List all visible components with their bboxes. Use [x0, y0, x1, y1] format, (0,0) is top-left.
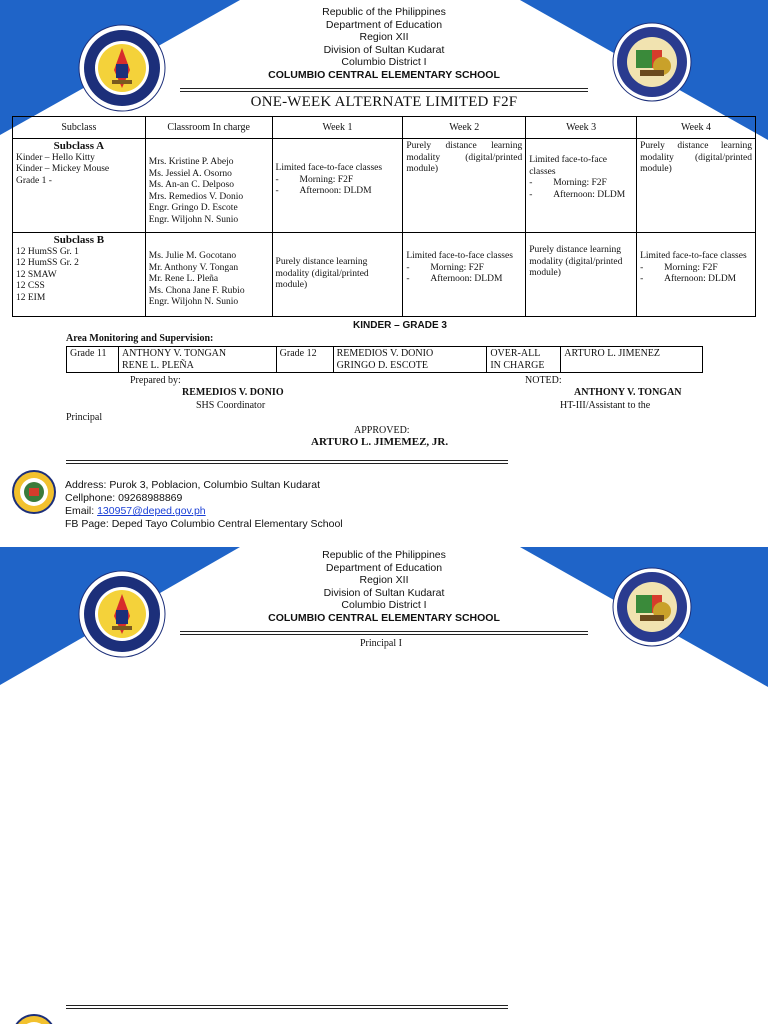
week-text: Limited face-to-face classes	[640, 251, 747, 261]
week-text: Purely distance learning modality (digital/printed module)	[275, 257, 369, 290]
teachers-cell	[145, 139, 272, 233]
page2-school-name: COLUMBIO CENTRAL ELEMENTARY SCHOOL	[268, 612, 500, 624]
grade-names	[118, 347, 276, 373]
table-header-row	[13, 117, 756, 139]
week-text: Limited face-to-face classes	[529, 155, 607, 177]
school-logo-icon	[12, 1014, 56, 1024]
document-title: ONE-WEEK ALTERNATE LIMITED F2F	[250, 94, 518, 110]
week-item: - Morning: F2F	[529, 178, 633, 190]
teachers-cell	[145, 233, 272, 317]
header-line: Columbio District I	[341, 56, 427, 69]
col-header: Week 3	[526, 117, 637, 139]
table-row	[13, 139, 756, 233]
teacher-name: Ms. Chona Jane F. Rubio	[148, 285, 245, 296]
overall-label-line: IN CHARGE	[490, 359, 545, 371]
teacher-name: Mr. Rene L. Pleña	[148, 274, 219, 284]
grade-names	[333, 347, 487, 373]
week-text: Limited face-to-face classes	[406, 251, 513, 261]
footer-divider	[66, 460, 508, 464]
noted-label: NOTED:	[525, 375, 562, 386]
subclass-line: Grade 1 -	[16, 175, 52, 186]
week-item: - Morning: F2F	[406, 263, 522, 275]
table-row	[67, 347, 703, 373]
header-lines	[234, 6, 534, 69]
deped-seal-icon	[78, 24, 166, 112]
approved-label: APPROVED:	[354, 425, 410, 436]
week-cell	[526, 139, 637, 233]
col-header: Subclass	[13, 117, 146, 139]
teacher-name: Ms. Julie M. Gocotano	[148, 251, 237, 261]
week-text: Purely distance learning modality (digital/printed module)	[406, 141, 523, 174]
header-line: Republic of the Philippines	[322, 549, 446, 561]
page2-footer-divider	[66, 1005, 508, 1009]
week-item: - Afternoon: DLDM	[406, 274, 522, 286]
overall-label	[487, 347, 561, 373]
prepared-title: SHS Coordinator	[196, 400, 266, 411]
header-line: Columbio District I	[341, 599, 427, 612]
overall-label-line: OVER-ALL	[490, 348, 541, 359]
week-item: - Afternoon: DLDM	[640, 274, 752, 286]
header-line: Region XII	[359, 31, 409, 44]
col-header: Week 2	[403, 117, 526, 139]
subclass-line: Kinder – Hello Kitty	[16, 152, 95, 163]
col-header: Week 1	[272, 117, 403, 139]
subclass-line: 12 CSS	[16, 281, 45, 291]
week-item: - Morning: F2F	[276, 175, 400, 187]
page2-header-lines	[234, 549, 534, 612]
header-line: Department of Education	[325, 18, 443, 31]
week-cell	[272, 233, 403, 317]
overall-name: ARTURO L. JIMENEZ	[561, 347, 703, 373]
header-line: Division of Sultan Kudarat	[323, 586, 445, 599]
footer-fb: FB Page: Deped Tayo Columbio Central Elementary School	[65, 518, 343, 530]
week-cell	[403, 233, 526, 317]
week-cell	[637, 233, 756, 317]
header-line: Republic of the Philippines	[322, 6, 446, 18]
week-item: - Morning: F2F	[640, 263, 752, 275]
subclass-line: 12 EIM	[16, 292, 46, 303]
footer-email	[65, 505, 206, 517]
week-text: Purely distance learning modality (digital/printed module)	[640, 141, 752, 174]
monitor-name: GRINGO D. ESCOTE	[336, 359, 428, 371]
approved-name: ARTURO L. JIMEMEZ, JR.	[311, 436, 449, 448]
email-label: Email:	[65, 505, 98, 517]
division-seal-icon	[612, 567, 692, 647]
week-cell	[272, 139, 403, 233]
deped-seal-icon	[78, 570, 166, 658]
school-name: COLUMBIO CENTRAL ELEMENTARY SCHOOL	[268, 69, 500, 81]
header-line: Department of Education	[325, 561, 443, 574]
monitoring-title: Area Monitoring and Supervision:	[66, 333, 214, 344]
subclass-line: 12 HumSS Gr. 1	[16, 246, 79, 257]
subclass-cell	[13, 233, 146, 317]
subclass-line: 12 SMAW	[16, 269, 57, 280]
table-row	[13, 233, 756, 317]
subclass-line: Kinder – Mickey Mouse	[16, 164, 110, 174]
monitoring-table	[66, 346, 703, 373]
subclass-line: 12 HumSS Gr. 2	[16, 258, 79, 268]
teacher-name: Engr. Gringo D. Escote	[148, 203, 238, 213]
kinder-label: KINDER – GRADE 3	[353, 320, 447, 331]
header-line: Region XII	[359, 574, 409, 587]
footer-cellphone: Cellphone: 09268988869	[65, 492, 183, 504]
grade-label: Grade 11	[67, 347, 119, 373]
header-line: Division of Sultan Kudarat	[323, 43, 445, 56]
email-link[interactable]: 130957@deped.gov.ph	[97, 505, 206, 517]
school-logo-icon	[12, 470, 56, 514]
prepared-label: Prepared by:	[130, 375, 181, 386]
monitor-name: RENE L. PLEÑA	[121, 359, 194, 371]
week-item: - Afternoon: DLDM	[276, 186, 400, 198]
week-item: - Afternoon: DLDM	[529, 190, 633, 202]
teacher-name: Mrs. Kristine P. Abejo	[148, 157, 234, 167]
teacher-name: Mr. Anthony V. Tongan	[148, 262, 239, 273]
week-cell	[637, 139, 756, 233]
noted-name: ANTHONY V. TONGAN	[574, 387, 682, 398]
teacher-name: Ms. An-an C. Delposo	[148, 180, 234, 190]
noted-title: HT-III/Assistant to the	[560, 400, 651, 411]
week-cell	[526, 233, 637, 317]
footer-address: Address: Purok 3, Poblacion, Columbio Sultan Kudarat	[65, 479, 321, 491]
division-seal-icon	[612, 22, 692, 102]
subclass-title: Subclass B	[53, 234, 105, 246]
page2-header-divider	[180, 631, 588, 635]
col-header: Week 4	[637, 117, 756, 139]
monitor-name: ANTHONY V. TONGAN	[121, 348, 227, 359]
page2-principal-text: Principal I	[360, 638, 402, 649]
subclass-cell	[13, 139, 146, 233]
week-text: Limited face-to-face classes	[275, 163, 383, 173]
grade-label: Grade 12	[276, 347, 333, 373]
schedule-table	[12, 116, 756, 317]
header-divider	[180, 88, 588, 92]
teacher-name: Mrs. Remedios V. Donio	[148, 191, 244, 202]
teacher-name: Engr. Wiljohn N. Sunio	[148, 297, 239, 307]
noted-title-cont: Principal	[66, 412, 103, 423]
teacher-name: Engr. Wiljohn N. Sunio	[148, 214, 239, 225]
teacher-name: Ms. Jessiel A. Osorno	[148, 168, 232, 179]
col-header: Classroom In charge	[145, 117, 272, 139]
week-text: Purely distance learning modality (digital/printed module)	[529, 245, 623, 278]
monitor-name: REMEDIOS V. DONIO	[336, 348, 434, 359]
week-cell	[403, 139, 526, 233]
subclass-title: Subclass A	[53, 140, 105, 152]
prepared-name: REMEDIOS V. DONIO	[182, 387, 284, 398]
